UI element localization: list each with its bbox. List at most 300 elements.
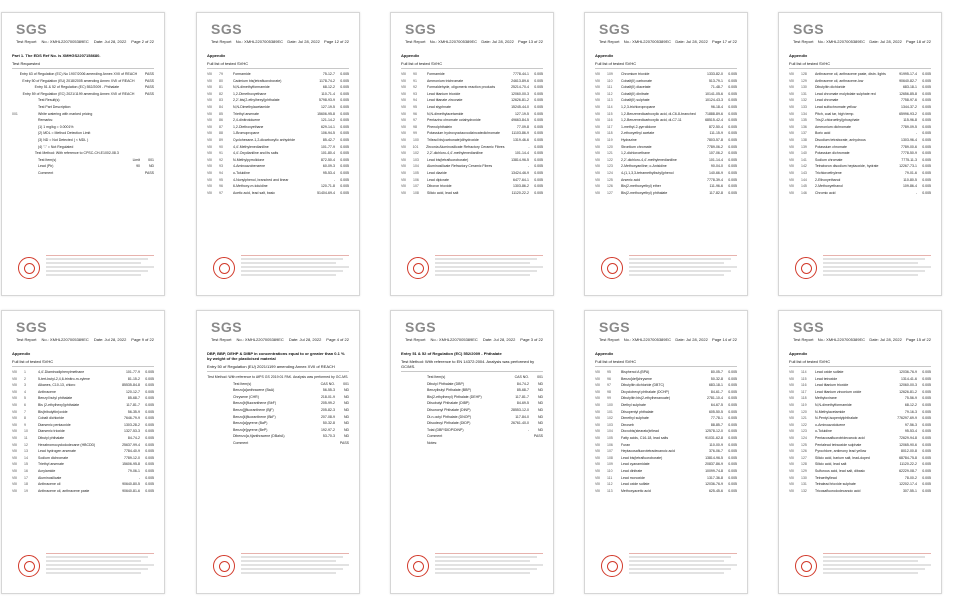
table-cell: 68-12-2 bbox=[322, 85, 335, 90]
table-cell: Lead styphnate bbox=[427, 104, 451, 109]
table-cell: 123 bbox=[801, 429, 807, 434]
report-number: No.: XMHL2207005389EC bbox=[817, 337, 866, 342]
table-cell: 77-78-1 bbox=[710, 416, 723, 421]
table-cell: N,N-dimethylformamide bbox=[815, 402, 852, 407]
table-row bbox=[401, 400, 543, 407]
footer-text-line bbox=[46, 270, 148, 272]
table-cell: 96 bbox=[219, 184, 223, 189]
footer-text-line bbox=[823, 258, 925, 260]
table-cell bbox=[413, 433, 427, 440]
table-cell: 0.005 bbox=[728, 78, 737, 83]
table-cell: 0.005 bbox=[728, 177, 737, 182]
report-date: Date: Jul 28, 2022 bbox=[93, 39, 127, 44]
table-row bbox=[789, 163, 931, 170]
table-cell bbox=[140, 144, 154, 151]
table-cell: 103 bbox=[607, 422, 613, 427]
table-cell: 1,2-Benzenedicarboxylic acid, di-C6-8-branched bbox=[621, 111, 696, 116]
table-cell: 1319-46-6 bbox=[513, 137, 529, 142]
table-cell: Anthracene oil, anthracene paste bbox=[38, 488, 90, 493]
table-cell: 0.005 bbox=[922, 376, 931, 381]
table-cell: 12036-76-9 bbox=[705, 482, 723, 487]
page-number: Page 14 of 22 bbox=[712, 337, 737, 342]
report-number: No.: XMHL2207005389EC bbox=[817, 39, 866, 44]
sgs-stamp-seal bbox=[407, 257, 429, 279]
table-cell: 0.005 bbox=[534, 85, 543, 90]
table-cell: Test Part Description: bbox=[38, 104, 72, 109]
document-page[interactable] bbox=[778, 12, 942, 296]
table-cell: 79-06-1 bbox=[127, 468, 140, 473]
table-row bbox=[401, 104, 543, 111]
table-cell: Methyloxirane bbox=[815, 396, 837, 401]
document-page[interactable] bbox=[584, 310, 748, 594]
table-cell bbox=[413, 381, 427, 388]
table-cell: 88 bbox=[219, 131, 223, 136]
table-cell bbox=[401, 440, 413, 447]
table-cell: 1,2-Benzenedicarboxylic acid, di-C7-11 bbox=[621, 118, 682, 123]
table-row bbox=[595, 448, 737, 455]
table-cell bbox=[140, 104, 154, 111]
table-cell: 91031-62-8 bbox=[705, 435, 723, 440]
table-cell: VIII bbox=[401, 170, 407, 175]
table-cell: 0.005 bbox=[340, 78, 349, 83]
table-cell: VIII bbox=[207, 170, 213, 175]
footer-text-line bbox=[435, 274, 530, 276]
table-cell bbox=[503, 440, 529, 447]
footer-text-line bbox=[435, 572, 530, 574]
table-cell: Fatty acids, C16-18, lead salts bbox=[621, 435, 669, 440]
sgs-stamp-seal bbox=[18, 555, 40, 577]
table-cell: 0.005 bbox=[922, 184, 931, 189]
page-footer-fineprint bbox=[241, 255, 349, 281]
sgs-stamp-seal bbox=[407, 555, 429, 577]
table-cell: VIII bbox=[789, 488, 795, 493]
table-cell bbox=[22, 84, 34, 91]
table-cell: Cobalt(II) carbonate bbox=[621, 78, 652, 83]
table-cell: 0.005 bbox=[534, 104, 543, 109]
report-meta bbox=[16, 39, 154, 44]
table-cell bbox=[114, 117, 140, 124]
table-cell: VIII bbox=[401, 104, 407, 109]
table-cell: Formamide bbox=[427, 72, 445, 76]
table-cell: Silicic acid, lead salt bbox=[815, 462, 847, 467]
table-cell: 10141-05-6 bbox=[705, 91, 723, 96]
table-cell: 95-53-4 bbox=[322, 170, 335, 175]
table-row bbox=[789, 428, 931, 435]
section-title: Appendix bbox=[207, 53, 226, 58]
table-cell: 1303-86-2 bbox=[513, 184, 529, 189]
table-cell: 109 bbox=[607, 462, 613, 467]
table-cell: 0.005 bbox=[728, 442, 737, 447]
table-cell: 0.005 bbox=[340, 164, 349, 169]
table-cell: VIII bbox=[789, 78, 795, 83]
table-cell: 92 bbox=[413, 85, 417, 90]
table-cell: 207-08-9 bbox=[320, 414, 335, 419]
table-cell: 0.005 bbox=[728, 409, 737, 414]
table-cell: Silicic acid, barium salt, lead-doped bbox=[815, 455, 870, 460]
table-cell: PASS bbox=[144, 85, 154, 90]
footer-text-line bbox=[823, 266, 931, 268]
table-cell: VIII bbox=[12, 409, 18, 414]
table-cell: Silicic acid, lead salt bbox=[427, 190, 459, 195]
table-cell: Ammonium dichromate bbox=[815, 124, 851, 129]
table-cell: ND bbox=[343, 401, 349, 406]
table-cell bbox=[114, 130, 140, 137]
table-cell: Benzo[a]pyrene (BaP) bbox=[233, 421, 268, 426]
table-cell: 116 bbox=[801, 383, 807, 388]
table-cell: 12202-17-4 bbox=[899, 482, 917, 487]
table-row bbox=[207, 97, 349, 104]
table-cell: 1303-28-2 bbox=[124, 422, 140, 427]
page-body bbox=[12, 53, 154, 249]
document-page[interactable] bbox=[584, 12, 748, 296]
sgs-logo: SGS bbox=[405, 319, 437, 335]
document-page[interactable] bbox=[390, 310, 554, 594]
table-cell: 90-04-0 bbox=[710, 164, 723, 169]
table-row bbox=[789, 137, 931, 144]
table-cell: VIII bbox=[789, 157, 795, 162]
section-subtitle: Full list of tested SVHC bbox=[12, 359, 54, 364]
document-page[interactable] bbox=[390, 12, 554, 296]
table-cell: 218-01-9 bbox=[320, 394, 335, 399]
table-cell: VIII bbox=[595, 468, 601, 473]
sgs-stamp-seal bbox=[213, 555, 235, 577]
table-cell: 97 bbox=[219, 190, 223, 195]
table-cell: Entry 63 of Regulation (EC) No 1907/2006 amending Annex XVII of REACH bbox=[19, 72, 138, 76]
table-cell: 0.005 bbox=[145, 409, 154, 414]
table-cell: Tricosafluorododecanoic acid bbox=[815, 488, 861, 493]
table-cell: 105 bbox=[607, 435, 613, 440]
table-cell: 0.005 bbox=[922, 383, 931, 388]
document-page[interactable] bbox=[196, 310, 360, 594]
table-cell: Di-n-octyl Phthalate (DNOP) bbox=[427, 414, 471, 419]
table-cell: 1327-53-3 bbox=[124, 429, 140, 434]
table-cell: 0.005 bbox=[922, 151, 931, 156]
table-row bbox=[595, 442, 737, 449]
table-cell: Notes: bbox=[427, 440, 438, 445]
table-row bbox=[401, 177, 543, 184]
table-cell: VIII bbox=[207, 104, 213, 109]
table-row bbox=[207, 387, 349, 394]
table-cell: 0.005 bbox=[145, 475, 154, 480]
table-cell: 117-84-0 bbox=[515, 414, 529, 419]
table-cell: 142 bbox=[801, 164, 807, 169]
table-row bbox=[12, 104, 154, 111]
table-cell: 12626-81-2 bbox=[511, 98, 529, 103]
table-row bbox=[789, 130, 931, 137]
table-cell: 101 bbox=[607, 409, 613, 414]
table-cell: 0.005 bbox=[922, 170, 931, 175]
table-cell: 51404-69-4 bbox=[317, 190, 335, 195]
report-date: Date: Jul 28, 2022 bbox=[675, 39, 708, 44]
table-cell: VIII bbox=[207, 91, 213, 96]
table-cell: 0.005 bbox=[728, 402, 737, 407]
table-row bbox=[207, 374, 349, 381]
table-cell: 2-Methoxyaniline; o-Anisidine bbox=[621, 164, 667, 169]
table-cell: 16 bbox=[24, 468, 28, 473]
table-row bbox=[207, 137, 349, 144]
table-cell bbox=[12, 170, 24, 177]
table-cell: 91 bbox=[219, 151, 223, 156]
table-cell: VIII bbox=[789, 111, 795, 116]
section-title: Part 1. The EDS Ref No. is XMHGS2207158680. bbox=[12, 53, 101, 58]
table-cell: 53-70-3 bbox=[322, 434, 335, 439]
table-row bbox=[789, 84, 931, 91]
table-row bbox=[789, 415, 931, 422]
table-cell: 2,2'-dichloro-4,4'-methylenedianiline bbox=[621, 157, 677, 162]
table-cell: 110 bbox=[607, 468, 613, 473]
table-cell: VIII bbox=[401, 144, 407, 149]
table-cell: 0.005 bbox=[922, 137, 931, 142]
footer-text-line bbox=[435, 266, 543, 268]
table-cell: 1314-41-6 bbox=[901, 376, 917, 381]
table-cell: (1) 1 mg/kg = 0.0001% bbox=[38, 124, 74, 129]
table-cell: 26761-40-0 bbox=[511, 421, 529, 426]
footer-text-line bbox=[46, 255, 154, 256]
table-cell: 83 bbox=[219, 98, 223, 103]
table-row bbox=[12, 157, 154, 164]
table-row bbox=[401, 117, 543, 124]
footer-text-line bbox=[46, 274, 141, 276]
footer-text-line bbox=[629, 572, 724, 574]
footer-text-line bbox=[241, 568, 343, 570]
table-cell: 0.005 bbox=[728, 137, 737, 142]
table-cell: 113 bbox=[607, 98, 613, 103]
table-row bbox=[401, 84, 543, 91]
header-divider bbox=[789, 68, 931, 69]
table-row bbox=[789, 104, 931, 111]
page-header bbox=[591, 19, 741, 43]
table-cell: Dibutyl phthalate bbox=[38, 435, 65, 440]
document-page[interactable] bbox=[778, 310, 942, 594]
table-row bbox=[401, 124, 543, 131]
report-number: No.: XMHL2207005389EC bbox=[41, 39, 89, 44]
table-cell: VIII bbox=[595, 402, 601, 407]
table-cell: VIII bbox=[595, 118, 601, 123]
table-cell bbox=[219, 400, 233, 407]
table-cell bbox=[401, 427, 413, 434]
table-cell: 11 bbox=[24, 435, 28, 440]
table-cell: 0.005 bbox=[728, 396, 737, 401]
document-page[interactable] bbox=[196, 12, 360, 296]
table-cell: ND bbox=[343, 427, 349, 432]
section-subtitle: Full list of tested SVHC bbox=[789, 359, 831, 364]
table-cell: Dibutyl Phthalate (DBP) bbox=[427, 381, 464, 386]
table-cell: VIII bbox=[595, 488, 601, 493]
table-cell: VIII bbox=[789, 72, 795, 76]
table-cell: Alkanes, C10-13, chloro bbox=[38, 383, 76, 388]
table-cell: 78-00-2 bbox=[904, 475, 917, 480]
table-cell: 105 bbox=[413, 170, 419, 175]
table-row bbox=[595, 376, 737, 383]
table-cell: Pentazinc chromate octahydroxide bbox=[427, 118, 481, 123]
page-body bbox=[789, 53, 931, 249]
table-cell: 376-06-7 bbox=[708, 449, 723, 454]
table-cell: 68-12-2 bbox=[904, 402, 917, 407]
table-row bbox=[401, 111, 543, 118]
table-cell: Benzo[def]chrysene bbox=[621, 376, 652, 381]
table-cell: 0.005 bbox=[145, 370, 154, 374]
section-title: Appendix bbox=[401, 53, 420, 58]
table-row bbox=[12, 455, 154, 462]
table-cell: VIII bbox=[401, 111, 407, 116]
table-cell: 0.005 bbox=[145, 383, 154, 388]
section-title: Entry 51 & 52 of Regulation (EC) 552/2009 - Phthalate bbox=[401, 351, 502, 356]
table-row bbox=[12, 91, 154, 98]
table-cell: 0.005 bbox=[922, 402, 931, 407]
page-body bbox=[207, 53, 349, 249]
table-cell: VIII bbox=[789, 184, 795, 189]
table-cell: 4-(1,1,3,3-tetramethylbutyl)phenol bbox=[621, 170, 674, 175]
table-cell: 140-66-9 bbox=[708, 170, 723, 175]
table-cell: 0.005 bbox=[922, 442, 931, 447]
table-cell: 14 bbox=[24, 455, 28, 460]
table-cell bbox=[401, 400, 413, 407]
table-cell: 7784-40-9 bbox=[124, 449, 140, 454]
table-cell: - bbox=[527, 427, 529, 432]
table-row bbox=[401, 130, 543, 137]
table-cell: VIII bbox=[595, 462, 601, 467]
table-cell: 0.005 bbox=[922, 468, 931, 473]
table-cell: Aluminosilicate bbox=[38, 475, 62, 480]
page-number: Page 12 of 22 bbox=[324, 39, 349, 44]
table-cell: VIII bbox=[595, 177, 601, 182]
table-row bbox=[789, 475, 931, 482]
table-row bbox=[12, 415, 154, 422]
page-header bbox=[8, 19, 158, 43]
sgs-logo: SGS bbox=[16, 21, 48, 37]
table-cell: ND bbox=[148, 164, 154, 169]
table-cell: 2 bbox=[24, 376, 26, 381]
table-cell bbox=[114, 111, 140, 118]
table-cell: VIII bbox=[595, 429, 601, 434]
table-row bbox=[789, 157, 931, 164]
table-cell: 79-16-3 bbox=[904, 409, 917, 414]
table-cell: 0.005 bbox=[728, 124, 737, 129]
table-cell: 12060-00-3 bbox=[899, 383, 917, 388]
table-cell: 136 bbox=[801, 124, 807, 129]
report-meta bbox=[793, 39, 931, 44]
table-cell: 104 bbox=[607, 429, 613, 434]
table-cell: VIII bbox=[595, 164, 601, 169]
section-subtitle: Full list of tested SVHC bbox=[595, 359, 637, 364]
table-cell: VIII bbox=[401, 118, 407, 123]
table-cell: 0.005 bbox=[728, 416, 737, 421]
table-cell: 7778-39-4 bbox=[707, 177, 723, 182]
table-cell: 90 bbox=[413, 72, 417, 76]
table-cell: ND bbox=[537, 388, 543, 393]
table-cell: 1,2-Dimethoxyethane bbox=[233, 91, 267, 96]
table-cell bbox=[529, 440, 543, 447]
table-cell: 5-tert-butyl-2,4,6-trinitro-m-xylene bbox=[38, 376, 90, 381]
table-cell: 0.005 bbox=[728, 98, 737, 103]
table-cell: 0.005 bbox=[922, 396, 931, 401]
table-cell: Sodium dichromate bbox=[38, 455, 69, 460]
table-cell bbox=[140, 117, 154, 124]
table-cell: 307-55-1 bbox=[902, 488, 917, 493]
table-row bbox=[789, 468, 931, 475]
table-cell bbox=[413, 374, 427, 381]
table-row bbox=[207, 130, 349, 137]
table-cell: 49663-84-5 bbox=[511, 118, 529, 123]
table-cell: 0.005 bbox=[922, 389, 931, 394]
document-page[interactable] bbox=[1, 310, 165, 594]
table-cell: 111-15-9 bbox=[709, 131, 723, 136]
table-cell: 0.005 bbox=[534, 131, 543, 136]
report-label: Test Report bbox=[211, 337, 232, 342]
table-cell: 8 bbox=[24, 416, 26, 421]
table-cell: 0.005 bbox=[728, 482, 737, 487]
table-cell: VIII bbox=[401, 157, 407, 162]
table-cell bbox=[207, 394, 219, 401]
table-cell: VIII bbox=[789, 131, 795, 136]
table-cell: Dinoseb bbox=[621, 422, 634, 427]
section-subtitle: Entry 50 of Regulation (EU) 2021/1199 amending Annex XVII of REACH bbox=[207, 364, 335, 369]
table-row bbox=[789, 369, 931, 376]
document-page[interactable] bbox=[1, 12, 165, 296]
table-cell: 0.005 bbox=[145, 468, 154, 473]
table-cell: 132 bbox=[801, 488, 807, 493]
table-cell: VIII bbox=[12, 488, 18, 493]
table-cell: 7775-11-3 bbox=[901, 157, 917, 162]
table-row bbox=[12, 71, 154, 78]
table-cell: 4,4'-Methylenedianiline bbox=[233, 144, 269, 149]
table-cell: 115 bbox=[607, 111, 613, 116]
table-cell: Formaldehyde, oligomeric reaction products bbox=[427, 85, 496, 90]
table-cell: Pentacosafluorotridecanoic acid bbox=[815, 435, 865, 440]
table-cell bbox=[24, 137, 38, 144]
table-cell: Test Result(s): bbox=[38, 98, 61, 103]
table-cell: 5 bbox=[24, 396, 26, 401]
table-cell: 87 bbox=[219, 124, 223, 129]
table-cell: Dibutyltin dichloride bbox=[815, 85, 846, 90]
table-cell: Total (DBP/DIDP/DINP) bbox=[427, 427, 464, 432]
report-number: No.: XMHL2207005389EC bbox=[430, 337, 478, 342]
table-cell: Lead hydrogen arsenate bbox=[38, 449, 76, 454]
table-cell: 93 bbox=[219, 164, 223, 169]
table-row bbox=[595, 130, 737, 137]
table-cell: 84-74-2 bbox=[127, 435, 140, 440]
table-cell bbox=[24, 163, 38, 170]
table-cell bbox=[413, 387, 427, 394]
table-row bbox=[12, 409, 154, 416]
table-cell bbox=[24, 157, 38, 164]
table-cell: VIII bbox=[595, 151, 601, 156]
table-cell: 135 bbox=[801, 118, 807, 123]
table-cell: Lead (Pb) bbox=[38, 164, 54, 169]
table-cell: Anthracene oil, anthracene paste, distn. lights bbox=[815, 72, 886, 76]
table-cell: 0.005 bbox=[922, 144, 931, 149]
table-cell: 113 bbox=[607, 488, 613, 493]
report-number: No.: XMHL2207005389EC bbox=[235, 39, 284, 44]
table-cell bbox=[413, 407, 427, 414]
table-row bbox=[12, 382, 154, 389]
table-cell: Lead titanate zirconate bbox=[427, 98, 463, 103]
table-cell: Test Method: With reference to AfPS GS 2019:01 PAK. Analysis was performed by GC-MS. bbox=[207, 375, 349, 379]
header-divider bbox=[789, 366, 931, 367]
table-cell: - bbox=[333, 177, 335, 182]
table-cell bbox=[207, 381, 219, 388]
footer-text-line bbox=[823, 556, 925, 558]
footer-text-line bbox=[629, 258, 731, 260]
table-cell: Anthracene oil, anthracene-low bbox=[815, 78, 864, 83]
table-cell: Cobalt(II) sulphate bbox=[621, 98, 650, 103]
table-cell: N,N-Dimethylacetamide bbox=[233, 104, 270, 109]
table-cell: 17 bbox=[24, 475, 28, 480]
table-cell: 137 bbox=[801, 131, 807, 136]
table-cell: 91995-17-4 bbox=[899, 72, 917, 76]
table-cell: Lead titanium trioxide bbox=[815, 383, 849, 388]
table-cell: Tetraboron disodium heptaoxide, hydrate bbox=[815, 164, 879, 169]
